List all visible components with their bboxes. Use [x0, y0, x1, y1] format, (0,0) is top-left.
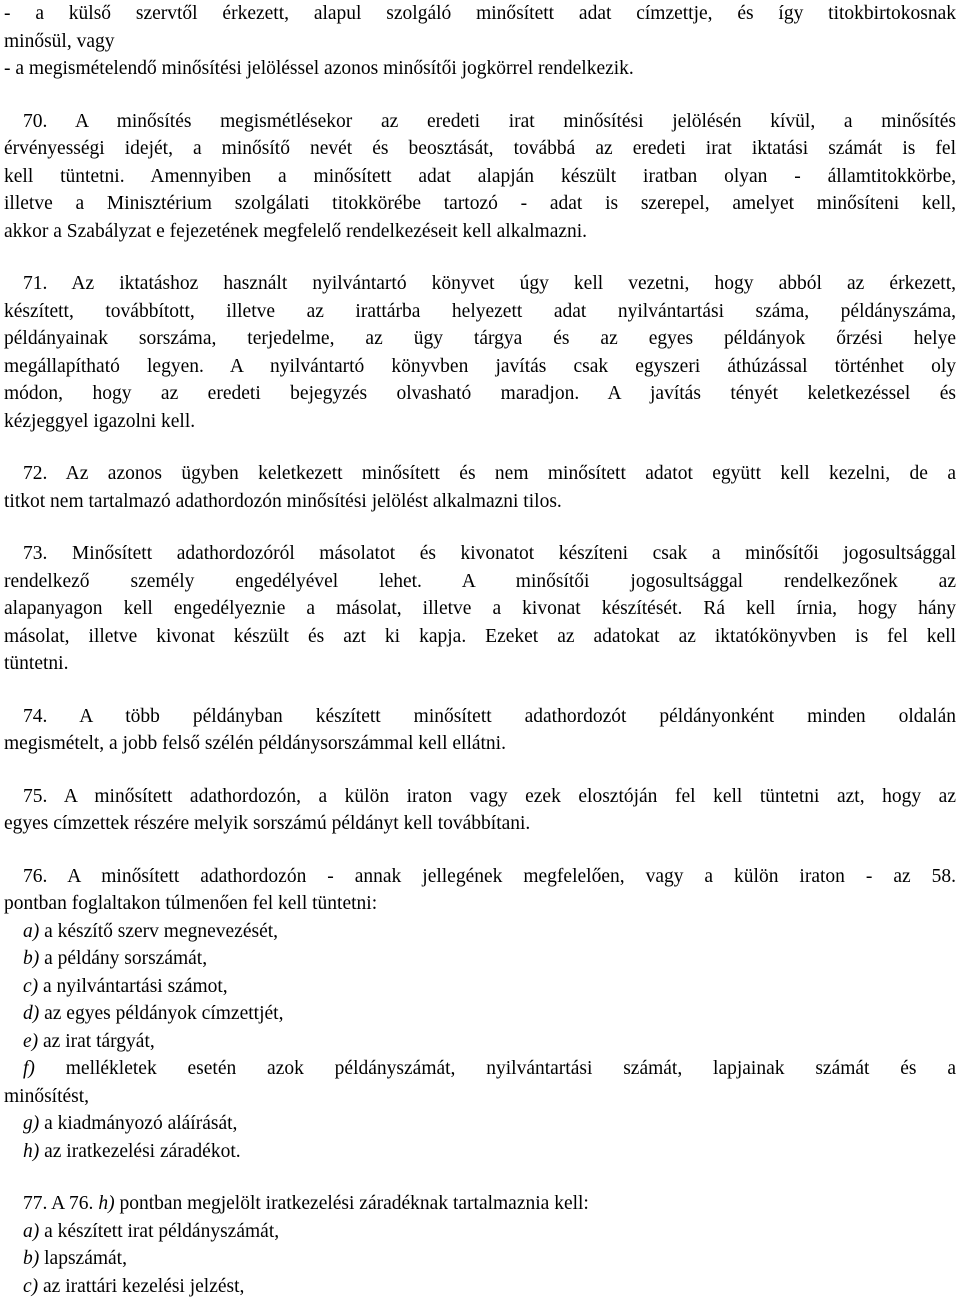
paragraph-gap [4, 1165, 956, 1190]
paragraph-gap [4, 245, 956, 270]
paragraph-71 [4, 270, 956, 435]
list-item [4, 1218, 956, 1246]
list-item [4, 973, 956, 1001]
item-text: lapszámát, [39, 1248, 127, 1269]
paragraph-77 [4, 1190, 956, 1300]
text-line: - a külső szervtől érkezett, alapul szolgáló minősített adat címzettje, és így titokbirtokosnak [4, 3, 956, 24]
text-line: 72. Az azonos ügyben keletkezett minősített és nem minősített adatot együtt kell kezelni, de a [23, 463, 956, 484]
item-text: a készített irat példányszámát, [39, 1220, 280, 1242]
text-line: módon, hogy az eredeti bejegyzés olvasható maradjon. A javítás tényét keletkezéssel és [4, 383, 956, 404]
intro-block [4, 0, 956, 83]
intro-text: pontban megjelölt iratkezelési záradéknak tartalmaznia kell: [114, 1193, 589, 1214]
list-item-continuation [4, 1083, 956, 1111]
text-line: érvényességi idejét, a minősítő nevét és beosztását, továbbá az eredeti irat iktatási számát is fel [4, 138, 956, 159]
item-text: a kiadmányozó aláírását, [39, 1113, 238, 1134]
paragraph-gap [4, 838, 956, 863]
paragraph-gap [4, 678, 956, 703]
paragraph-gap [4, 435, 956, 460]
item-text: a példány sorszámát, [39, 948, 208, 969]
list-item [4, 1110, 956, 1138]
document-page [4, 0, 956, 1300]
paragraph-75 [4, 783, 956, 838]
text-line: megállapítható legyen. A nyilvántartó könyvben javítás csak egyszeri áthúzással történhet oly [4, 355, 956, 377]
text-line: 75. A minősített adathordozón, a külön iraton vagy ezek elosztóján fel kell tüntetni azt, hogy az [23, 785, 956, 807]
item-text: az egyes példányok címzettjét, [39, 1003, 284, 1024]
list-item [4, 1245, 956, 1273]
paragraph-74 [4, 703, 956, 758]
list-item [4, 1138, 956, 1166]
text-line [4, 1190, 956, 1218]
text-line: illetve a Minisztérium szolgálati titokkörébe tartozó - adat is szerepel, amelyet minősíteni kell, [4, 193, 956, 214]
item-text: minősítést, [4, 1085, 90, 1107]
item-text: az irat tárgyát, [38, 1030, 155, 1052]
text-line: egyes címzettek részére melyik sorszámú példányt kell továbbítani. [4, 813, 531, 834]
paragraph-73 [4, 540, 956, 678]
list-item [4, 918, 956, 946]
paragraph-gap [4, 758, 956, 783]
list-item [4, 1273, 956, 1301]
text-line: pontban foglaltakon túlmenően fel kell tüntetni: [4, 893, 378, 914]
item-label: d) [23, 1003, 40, 1024]
text-line: minősül, vagy [4, 30, 115, 52]
item-label: h) [98, 1193, 115, 1214]
text-line: 76. A minősített adathordozón - annak jellegének megfelelően, vagy a külön iraton - az 58. [23, 865, 956, 887]
item-label: b) [23, 948, 40, 969]
text-line: rendelkező személy engedélyével lehet. A minősítői jogosultsággal rendelkezőnek az [4, 570, 956, 592]
item-label: e) [23, 1030, 39, 1052]
text-line: megismételt, a jobb felső szélén példánysorszámmal kell ellátni. [4, 733, 506, 754]
list-item [4, 1000, 956, 1028]
item-text: az iratkezelési záradékot. [39, 1140, 241, 1162]
item-label: c) [23, 975, 39, 997]
text-line: 74. A több példányban készített minősített adathordozót példányonként minden oldalán [23, 705, 956, 727]
item-text: a nyilvántartási számot, [38, 975, 228, 997]
item-text: a készítő szerv megnevezését, [39, 920, 279, 942]
paragraph-gap [4, 83, 956, 108]
item-label: g) [23, 1113, 40, 1134]
item-label: h) [23, 1140, 40, 1162]
text-line: titkot nem tartalmazó adathordozón minősítési jelölést alkalmazni tilos. [4, 490, 562, 512]
item-label: c) [23, 1275, 39, 1297]
text-line: készített, továbbított, illetve az irattárba helyezett adat nyilvántartási száma, példányszáma, [4, 300, 956, 322]
item-label: b) [23, 1248, 40, 1269]
text-line: 71. Az iktatáshoz használt nyilvántartó könyvet úgy kell vezetni, hogy abból az érkezett, [23, 273, 956, 294]
item-label: f) [23, 1058, 35, 1079]
list-item [4, 945, 956, 973]
list-item [4, 1028, 956, 1056]
text-line: kell tüntetni. Amennyiben a minősített adat alapján készült iratban olyan - államtitokkörbe, [4, 165, 956, 187]
text-line: akkor a Szabályzat e fejezetének megfelelő rendelkezéseit kell alkalmazni. [4, 220, 588, 242]
item-label: a) [23, 1220, 40, 1242]
text-line: alapanyagon kell engedélyeznie a másolat, illetve a kivonat készítését. Rá kell írnia, hogy hány [4, 598, 956, 619]
paragraph-76 [4, 863, 956, 1166]
item-text: mellékletek esetén azok példányszámát, nyilvántartási számát, lapjainak számát és a [34, 1058, 956, 1079]
item-text: az irattári kezelési jelzést, [38, 1275, 245, 1297]
text-line: - a megismételendő minősítési jelöléssel azonos minősítői jogkörrel rendelkezik. [4, 58, 634, 79]
paragraph-70 [4, 108, 956, 246]
text-line: 70. A minősítés megismétlésekor az eredeti irat minősítési jelölésén kívül, a minősítés [23, 110, 956, 132]
text-line: másolat, illetve kivonat készült és azt ki kapja. Ezeket az adatokat az iktatókönyvben is fel kell [4, 625, 956, 647]
intro-text: 77. A 76. [23, 1193, 99, 1214]
paragraph-gap [4, 515, 956, 540]
text-line: példányainak sorszáma, terjedelme, az ügy tárgya és az egyes példányok őrzési helye [4, 328, 956, 349]
item-label: a) [23, 920, 40, 942]
text-line: 73. Minősített adathordozóról másolatot és kivonatot készíteni csak a minősítői jogosultsággal [23, 543, 956, 564]
text-line: kézjeggyel igazolni kell. [4, 410, 196, 432]
list-item [4, 1055, 956, 1083]
text-line: tüntetni. [4, 653, 69, 674]
paragraph-72 [4, 460, 956, 515]
